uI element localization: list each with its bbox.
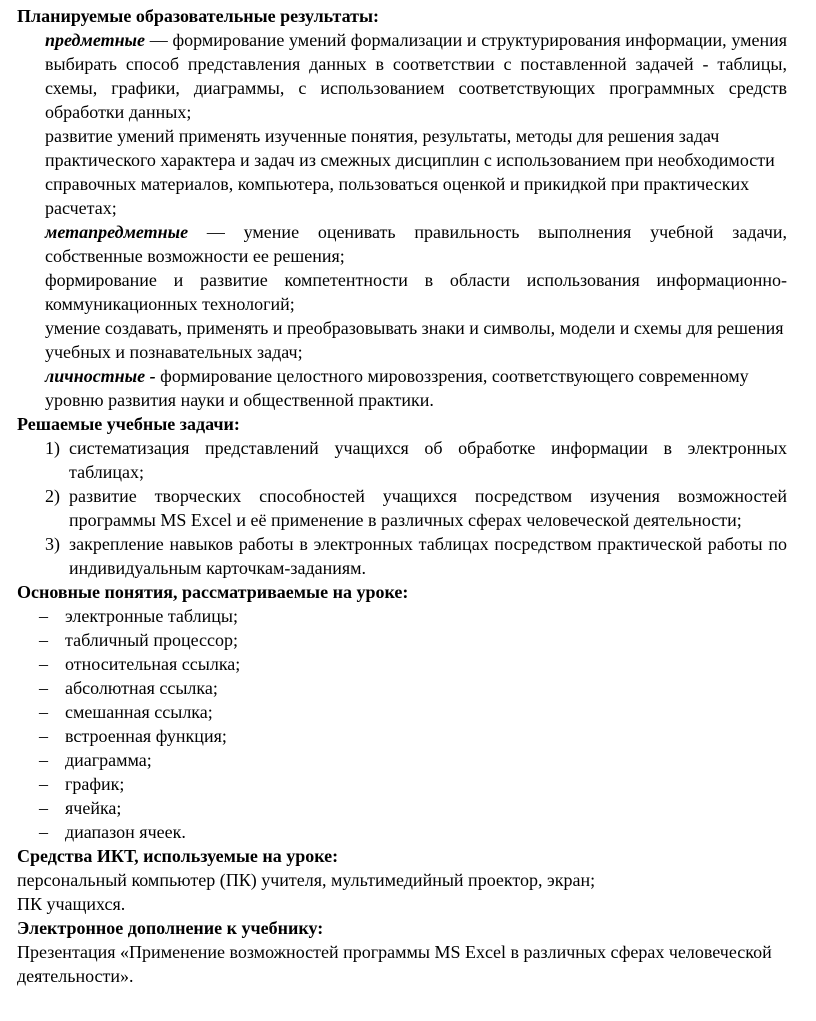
list-item	[17, 796, 787, 820]
list-item	[17, 724, 787, 748]
tasks-list	[17, 436, 787, 580]
list-item	[17, 700, 787, 724]
subject-dash: —	[145, 30, 173, 50]
subject-results-2: развитие умений применять изученные понятия, результаты, методы для решения задач практического характера и задач из смежных дисциплин с использованием при необходимости справочных материалов, компьютера, пользоваться оценкой и прикидкой при практических расчетах;	[45, 126, 775, 218]
list-item	[21, 436, 787, 484]
list-item	[17, 772, 787, 796]
list-item	[17, 628, 787, 652]
concepts-list	[17, 604, 787, 844]
list-item	[17, 652, 787, 676]
list-item-text: диапазон ячеек.	[65, 822, 186, 842]
list-item	[21, 532, 787, 580]
list-dash: –	[39, 678, 48, 698]
list-dash: –	[39, 774, 48, 794]
ict-heading: Средства ИКТ, используемые на уроке:	[17, 846, 339, 866]
list-item-number: 3)	[45, 534, 60, 554]
meta-results-2: формирование и развитие компетентности в области использования информационно-коммуникационных технологий;	[45, 270, 787, 314]
list-item	[17, 820, 787, 844]
list-item-text: закрепление навыков работы в электронных таблицах посредством практической работы по индивидуальным карточкам-заданиям.	[69, 534, 787, 578]
list-item-text: табличный процессор;	[65, 630, 238, 650]
results-block	[45, 28, 787, 412]
list-item-text: смешанная ссылка;	[65, 702, 213, 722]
list-dash: –	[39, 726, 48, 746]
list-dash: –	[39, 606, 48, 626]
personal-results	[45, 364, 787, 412]
meta-term: метапредметные	[45, 222, 189, 242]
subject-term: предметные	[45, 30, 146, 50]
meta-dash: —	[188, 222, 244, 242]
list-item-text: развитие творческих способностей учащихся посредством изучения возможностей программы MS Excel и её применение в различных сферах человеческой деятельности;	[69, 486, 787, 530]
meta-results	[45, 220, 787, 268]
meta-text: умение оценивать правильность выполнения учебной задачи, собственные возможности ее решения;	[45, 222, 788, 266]
subject-results	[45, 28, 787, 124]
list-item-text: абсолютная ссылка;	[65, 678, 218, 698]
ict-line-1: персональный компьютер (ПК) учителя, мультимедийный проектор, экран;	[17, 870, 596, 890]
supplement-text: Презентация «Применение возможностей программы MS Excel в различных сферах человеческой деятельности».	[17, 942, 772, 986]
list-dash: –	[39, 702, 48, 722]
personal-text: формирование целостного мировоззрения, соответствующего современному уровню развития науки и общественной практики.	[45, 366, 749, 410]
subject-text: формирование умений формализации и структурирования информации, умения выбирать способ представления данных в соответствии с поставленной задачей - таблицы, схемы, графики, диаграммы, с использованием соответствующих программных средств обработки данных;	[45, 30, 788, 122]
ict-line-2: ПК учащихся.	[17, 894, 126, 914]
list-dash: –	[39, 654, 48, 674]
list-dash: –	[39, 750, 48, 770]
list-dash: –	[39, 630, 48, 650]
list-item-text: систематизация представлений учащихся об обработке информации в электронных таблицах;	[69, 438, 787, 482]
list-item-text: встроенная функция;	[65, 726, 227, 746]
list-item	[17, 748, 787, 772]
concepts-heading: Основные понятия, рассматриваемые на уроке:	[17, 582, 409, 602]
list-item-number: 2)	[45, 486, 60, 506]
tasks-heading: Решаемые учебные задачи:	[17, 414, 240, 434]
list-item-text: электронные таблицы;	[65, 606, 238, 626]
list-item-text: диаграмма;	[65, 750, 152, 770]
list-dash: –	[39, 822, 48, 842]
results-heading: Планируемые образовательные результаты:	[17, 6, 379, 26]
list-item	[21, 484, 787, 532]
list-item-number: 1)	[45, 438, 60, 458]
list-item	[17, 676, 787, 700]
list-item-text: график;	[65, 774, 125, 794]
personal-term: личностные -	[45, 366, 156, 386]
document-page	[17, 4, 787, 988]
list-item-text: ячейка;	[65, 798, 122, 818]
list-dash: –	[39, 798, 48, 818]
meta-results-3: умение создавать, применять и преобразовывать знаки и символы, модели и схемы для решения учебных и познавательных задач;	[45, 318, 784, 362]
list-item-text: относительная ссылка;	[65, 654, 241, 674]
list-item	[17, 604, 787, 628]
supplement-heading: Электронное дополнение к учебнику:	[17, 918, 324, 938]
